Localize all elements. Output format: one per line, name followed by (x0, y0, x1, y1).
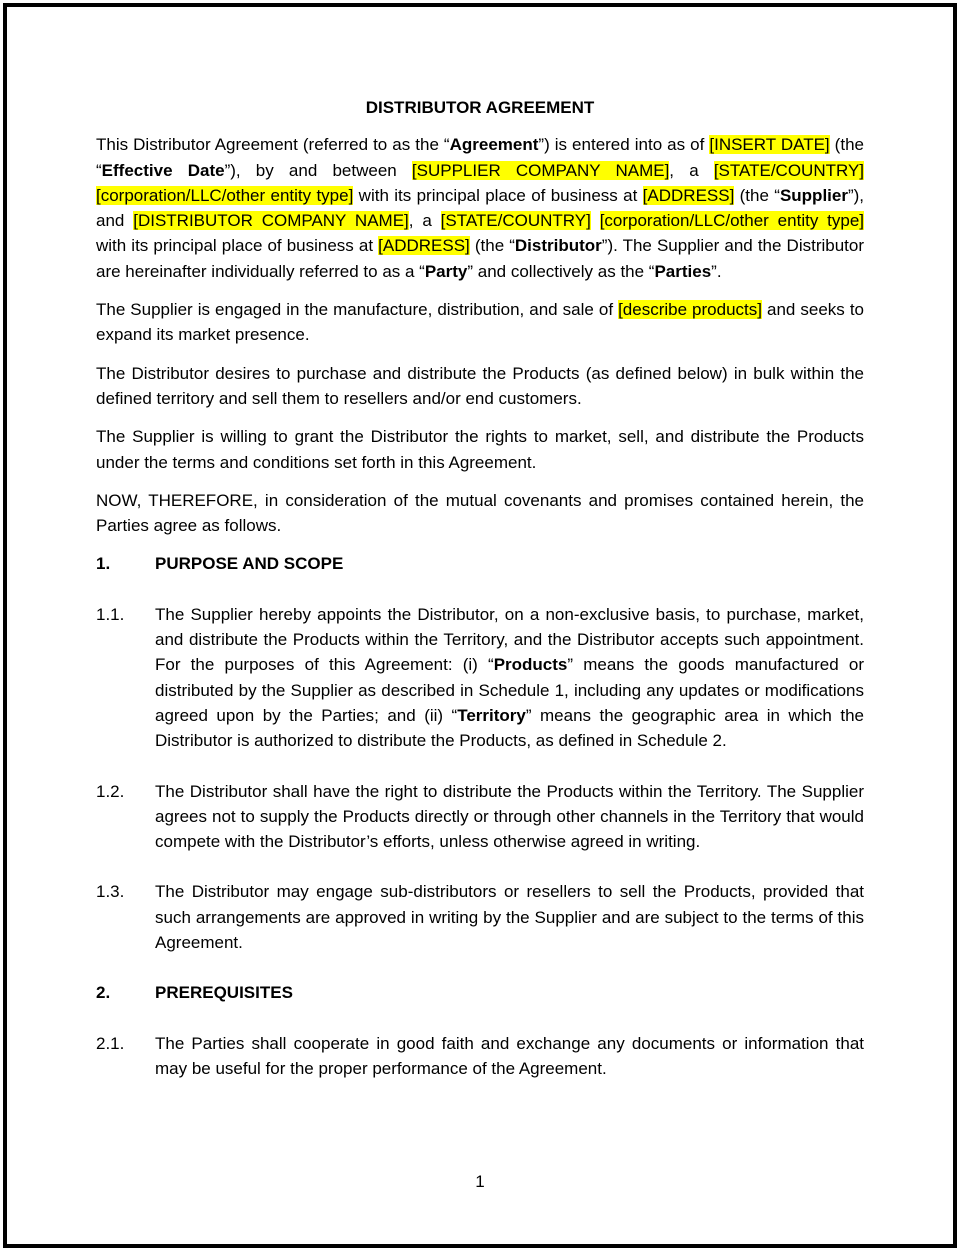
highlight-placeholder: [SUPPLIER COMPANY NAME] (411, 160, 670, 180)
text-run: The Supplier is engaged in the manufacture, distribution, and sale of (96, 300, 619, 320)
highlight-placeholder: [STATE/COUNTRY] (440, 211, 591, 231)
section-heading (96, 980, 864, 1005)
text-run: (the “ (469, 236, 515, 256)
clause-number: 1.1. (96, 604, 125, 624)
bold-text-run: PREREQUISITES (155, 983, 293, 1003)
highlight-placeholder: [corporation/LLC/other entity type] (96, 185, 354, 205)
clause-text (155, 1031, 864, 1082)
bold-text-run: Agreement (449, 135, 539, 155)
text-run: This Distributor Agreement (referred to as the “ (96, 135, 450, 155)
document-blocks (96, 132, 864, 1081)
text-run: ” means the geographic area in which the Distributor is authorized to distribute the Products, as defined in Schedule 2. (155, 705, 865, 751)
clause-number: 1.2. (96, 781, 125, 801)
text-run (591, 211, 600, 230)
text-run: The Supplier hereby appoints the Distributor, on a non-exclusive basis, to purchase, market, and distribute the Products within the Territory, and the Distributor accepts such appointment. For the purposes of this Agreement: (i) “ (155, 604, 864, 675)
bold-text-run: PURPOSE AND SCOPE (155, 554, 344, 574)
text-run: ” and collectively as the “ (467, 261, 655, 281)
document-title: DISTRIBUTOR AGREEMENT (365, 98, 595, 117)
paragraph (96, 297, 864, 348)
paragraph (96, 361, 864, 412)
document-body (7, 7, 953, 1081)
bold-text-run: Distributor (514, 236, 602, 256)
paragraph (96, 488, 864, 539)
page-number: 1 (475, 1172, 485, 1191)
highlight-placeholder: [STATE/COUNTRY] (713, 160, 865, 180)
bold-text-run: Supplier (779, 185, 848, 205)
clause-text (155, 779, 864, 855)
highlight-placeholder: [describe products] (618, 300, 762, 320)
text-run: with its principal place of business at (96, 236, 379, 256)
text-run: The Parties shall cooperate in good faith and exchange any documents or information that may be useful for the proper performance of the Agreement. (155, 1033, 864, 1078)
clause-text (155, 602, 864, 754)
text-run: with its principal place of business at (353, 185, 643, 205)
text-run: ” means the goods manufactured or distributed by the Supplier as described in Schedule 1, including any updates or modifications agreed upon by the Parties; and (ii) “ (155, 655, 864, 725)
bold-text-run: Effective Date (101, 160, 225, 180)
text-run: and seeks to expand its market presence. (96, 300, 865, 345)
paragraph (96, 424, 864, 475)
bold-text-run: Products (493, 655, 568, 675)
numbered-clause (96, 879, 864, 955)
text-run: The Supplier is willing to grant the Distributor the rights to market, sell, and distribute the Products under the terms and conditions set forth in this Agreement. (96, 427, 864, 472)
text-run: , a (408, 211, 441, 231)
bold-text-run: Territory (457, 705, 526, 725)
text-run: ”. (711, 261, 722, 281)
text-run: The Distributor may engage sub-distributors or resellers to sell the Products, provided that such arrangements are approved in writing by the Supplier and are subject to the terms of this Agreement. (155, 882, 864, 953)
text-run: ”) is entered into as of (538, 135, 710, 155)
numbered-clause (96, 1031, 864, 1082)
text-run: , a (669, 160, 714, 180)
highlight-placeholder: [INSERT DATE] (709, 135, 830, 155)
bold-text-run: Parties (654, 261, 712, 281)
text-run: (the “ (734, 185, 780, 205)
clause-text (155, 980, 864, 1005)
text-run: ”), by and between (224, 160, 412, 180)
paragraph (96, 132, 864, 284)
text-run: ”). The Supplier and the Distributor are hereinafter individually referred to as a “ (96, 236, 865, 281)
highlight-placeholder: [ADDRESS] (642, 185, 735, 205)
clause-number: 1.3. (96, 882, 125, 902)
text-run: (the “ (96, 135, 864, 180)
numbered-clause (96, 779, 864, 855)
highlight-placeholder: [DISTRIBUTOR COMPANY NAME] (133, 211, 409, 231)
highlight-placeholder: [ADDRESS] (378, 236, 470, 256)
section-heading (96, 551, 864, 576)
numbered-clause (96, 602, 864, 754)
clause-number: 2. (96, 983, 111, 1003)
text-run: NOW, THEREFORE, in consideration of the mutual covenants and promises contained herein, the Parties agree as follows. (96, 490, 864, 536)
page-border (3, 3, 957, 1248)
clause-text (155, 551, 864, 576)
text-run: ”), and (96, 185, 865, 231)
clause-text (155, 879, 864, 955)
bold-text-run: Party (424, 261, 468, 281)
clause-number: 2.1. (96, 1033, 125, 1053)
text-run: The Distributor desires to purchase and distribute the Products (as defined below) in bulk within the defined territory and sell them to resellers and/or end customers. (96, 363, 864, 408)
clause-number: 1. (96, 554, 111, 574)
text-run: The Distributor shall have the right to distribute the Products within the Territory. The Supplier agrees not to supply the Products directly or through other channels in the Territory that would compete with the Distributor’s efforts, unless otherwise agreed in writing. (155, 781, 864, 852)
highlight-placeholder: [corporation/LLC/other entity type] (599, 211, 865, 231)
